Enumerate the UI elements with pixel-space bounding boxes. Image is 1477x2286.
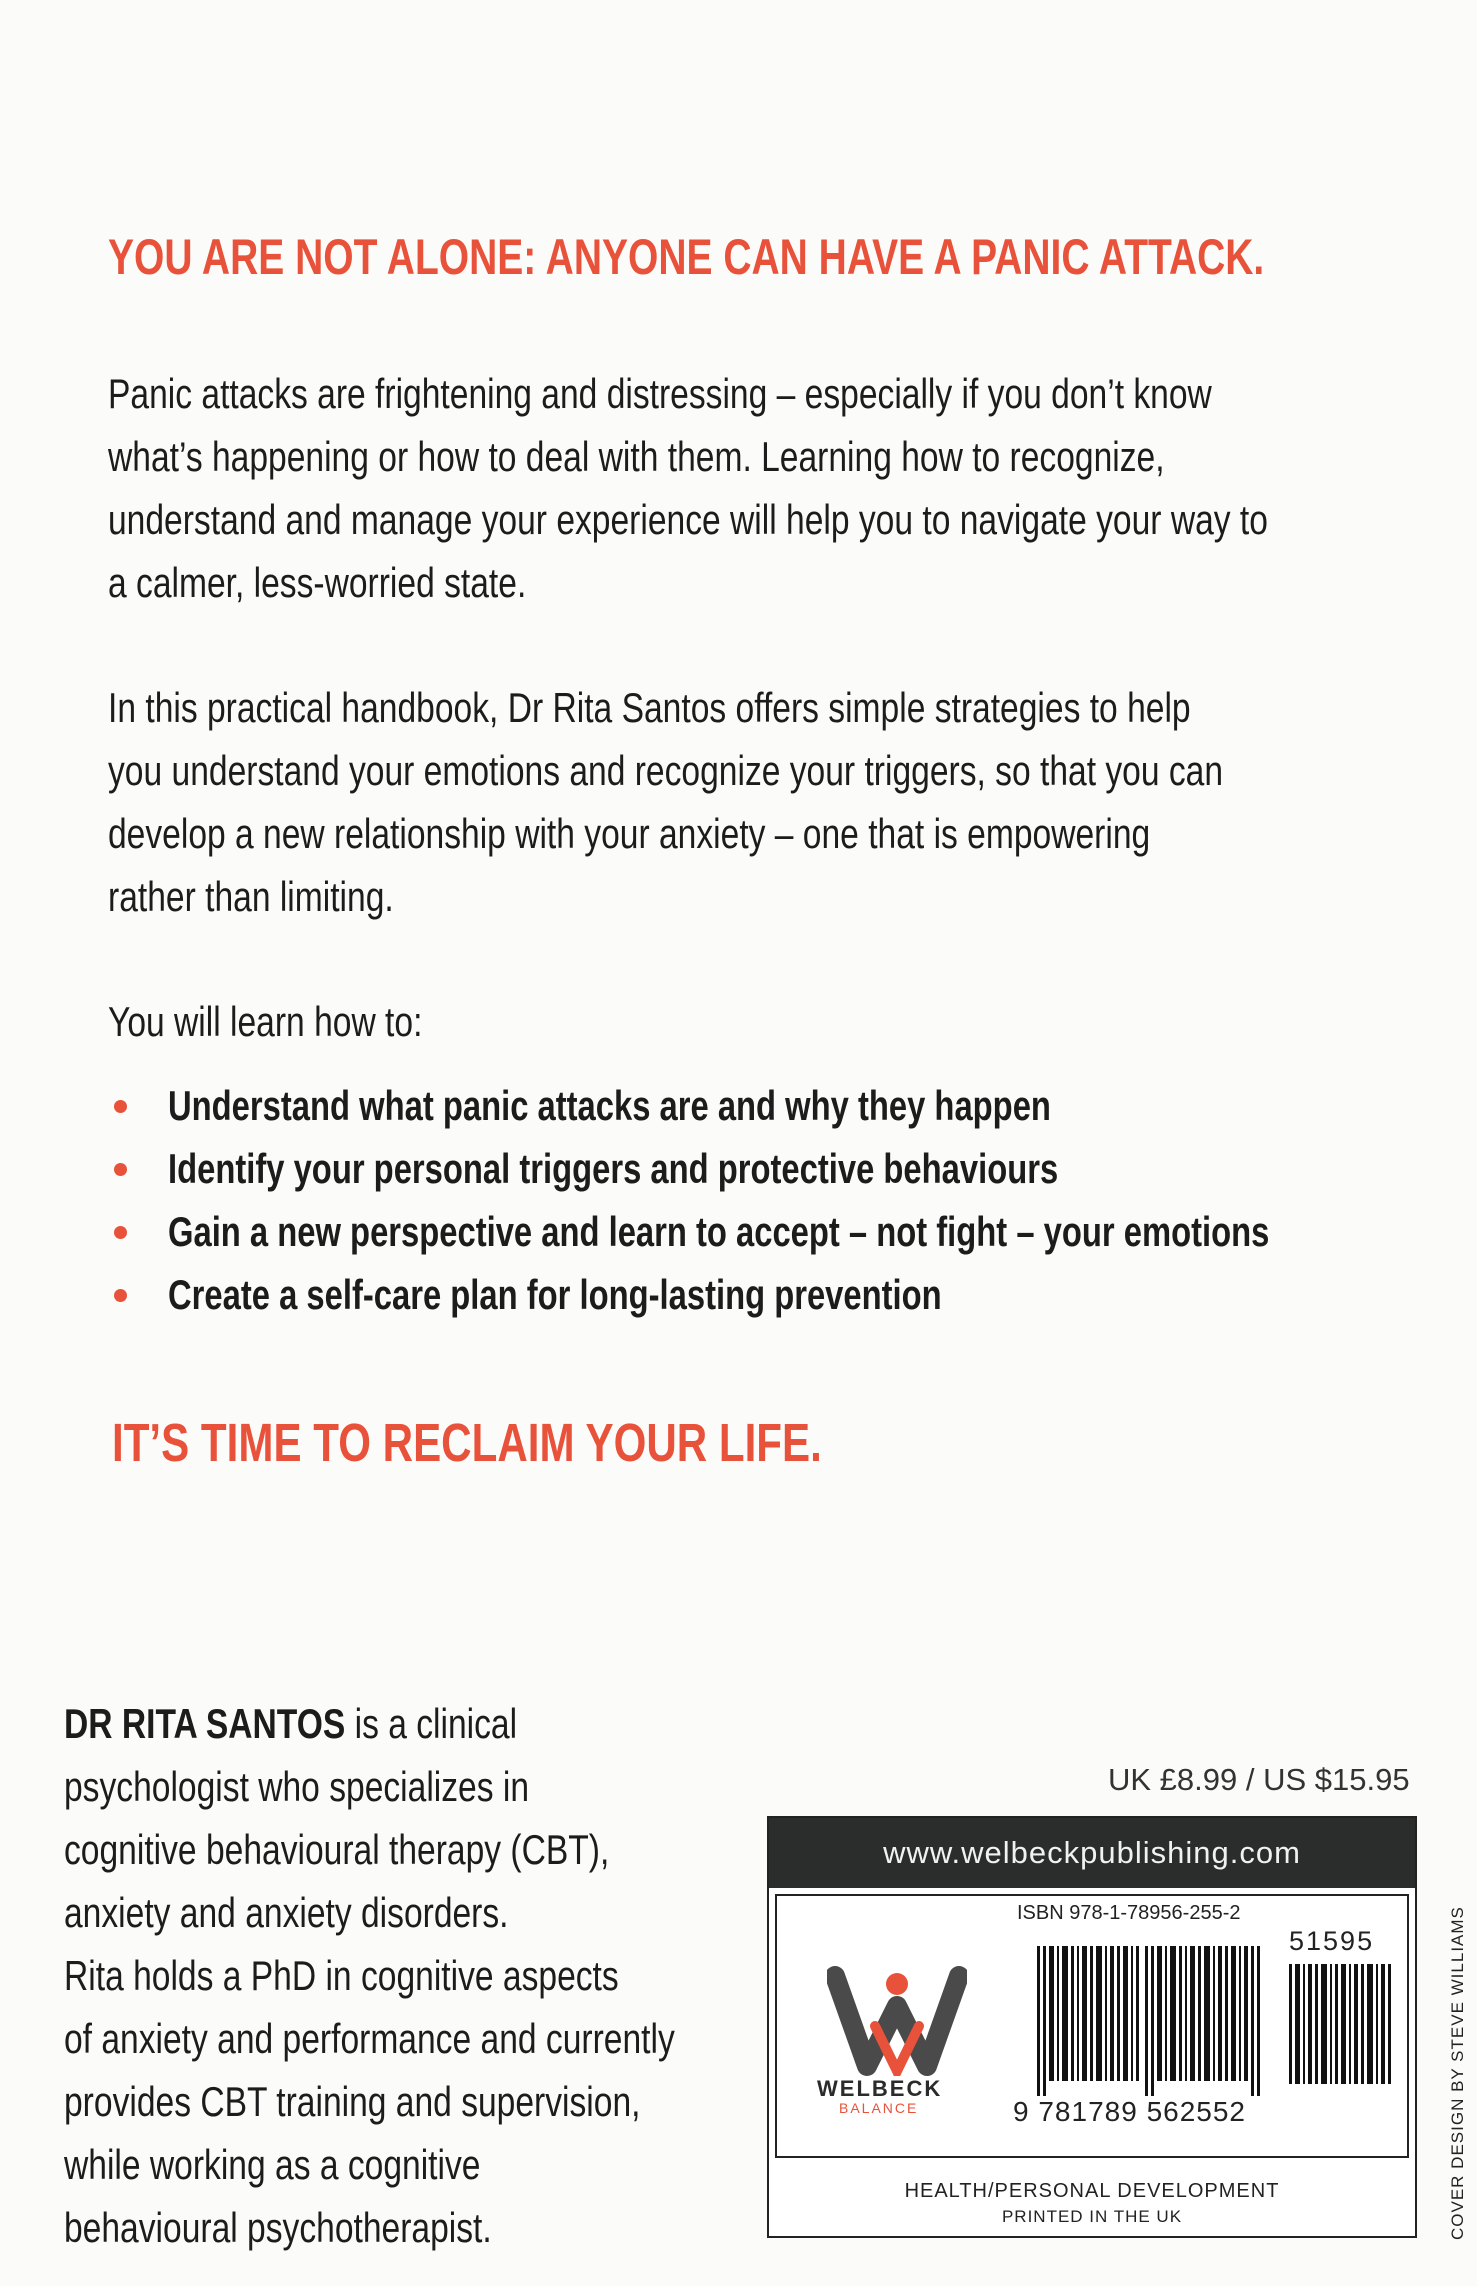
category-footer [769,2178,1415,2230]
isbn: ISBN 978-1-78956-255-2 [1017,1902,1241,1924]
list-item-text: Understand what panic attacks are and why they happen [168,1082,1051,1129]
bio-line: of anxiety and performance and currently [64,2015,675,2062]
bullet-dot-icon [114,1289,127,1302]
author-bio [64,1692,675,2259]
barcode-area [775,1894,1409,2158]
strategy-line: develop a new relationship with your anxiety – one that is empowering [108,810,1151,857]
imprint-name: BALANCE [839,2100,919,2116]
learn-intro: You will learn how to: [108,998,423,1045]
list-item-text: Gain a new perspective and learn to accept – not fight – your emotions [168,1208,1270,1255]
bullet-dot-icon [114,1226,127,1239]
intro-line: Panic attacks are frightening and distressing – especially if you don’t know [108,370,1212,417]
bio-line: anxiety and anxiety disorders. [64,1889,509,1936]
printed-in: PRINTED IN THE UK [1001,2207,1183,2226]
bio-line: psychologist who specializes in [64,1763,530,1810]
welbeck-logo-icon [827,1956,967,2076]
intro-line: understand and manage your experience will help you to navigate your way to [108,496,1268,543]
category: HEALTH/PERSONAL DEVELOPMENT [904,2180,1280,2202]
barcode-panel [767,1816,1417,2238]
addon-number: 51595 [1289,1926,1375,1956]
strategy-line: In this practical handbook, Dr Rita Santos offers simple strategies to help [108,684,1191,731]
addon-barcode-icon [1289,1964,1395,2084]
headline: YOU ARE NOT ALONE: ANYONE CAN HAVE A PANIC ATTACK. [108,229,1265,285]
bio-line: Rita holds a PhD in cognitive aspects [64,1952,619,1999]
barcode-number: 9 781789 562552 [1013,2096,1246,2127]
closing-heading: IT’S TIME TO RECLAIM YOUR LIFE. [112,1413,822,1473]
publisher-name: WELBECK [817,2076,943,2101]
bio-line: while working as a cognitive [64,2141,481,2188]
strategy-paragraph [108,676,1223,928]
bio-line: behavioural psychotherapist. [64,2204,492,2251]
publisher-url[interactable]: www.welbeckpublishing.com [769,1818,1415,1888]
intro-line: a calmer, less-worried state. [108,559,527,606]
list-item-text: Identify your personal triggers and protective behaviours [168,1145,1059,1192]
bullet-dot-icon [114,1163,127,1176]
bio-first-line: DR RITA SANTOS is a clinical [64,1700,518,1747]
bio-line: provides CBT training and supervision, [64,2078,641,2125]
list-item-text: Create a self-care plan for long-lasting prevention [168,1271,942,1318]
cover-credit: COVER DESIGN BY STEVE WILLIAMS [1448,1906,1467,2240]
barcode-icon [1037,1946,1277,2096]
bio-line: cognitive behavioural therapy (CBT), [64,1826,610,1873]
strategy-line: rather than limiting. [108,873,394,920]
price: UK £8.99 / US $15.95 [1108,1762,1410,1797]
intro-paragraph [108,362,1268,614]
bullet-dot-icon [114,1100,127,1113]
author-name: DR RITA SANTOS [64,1700,346,1747]
strategy-line: you understand your emotions and recognize your triggers, so that you can [108,747,1224,794]
intro-line: what’s happening or how to deal with them. Learning how to recognize, [108,433,1165,480]
